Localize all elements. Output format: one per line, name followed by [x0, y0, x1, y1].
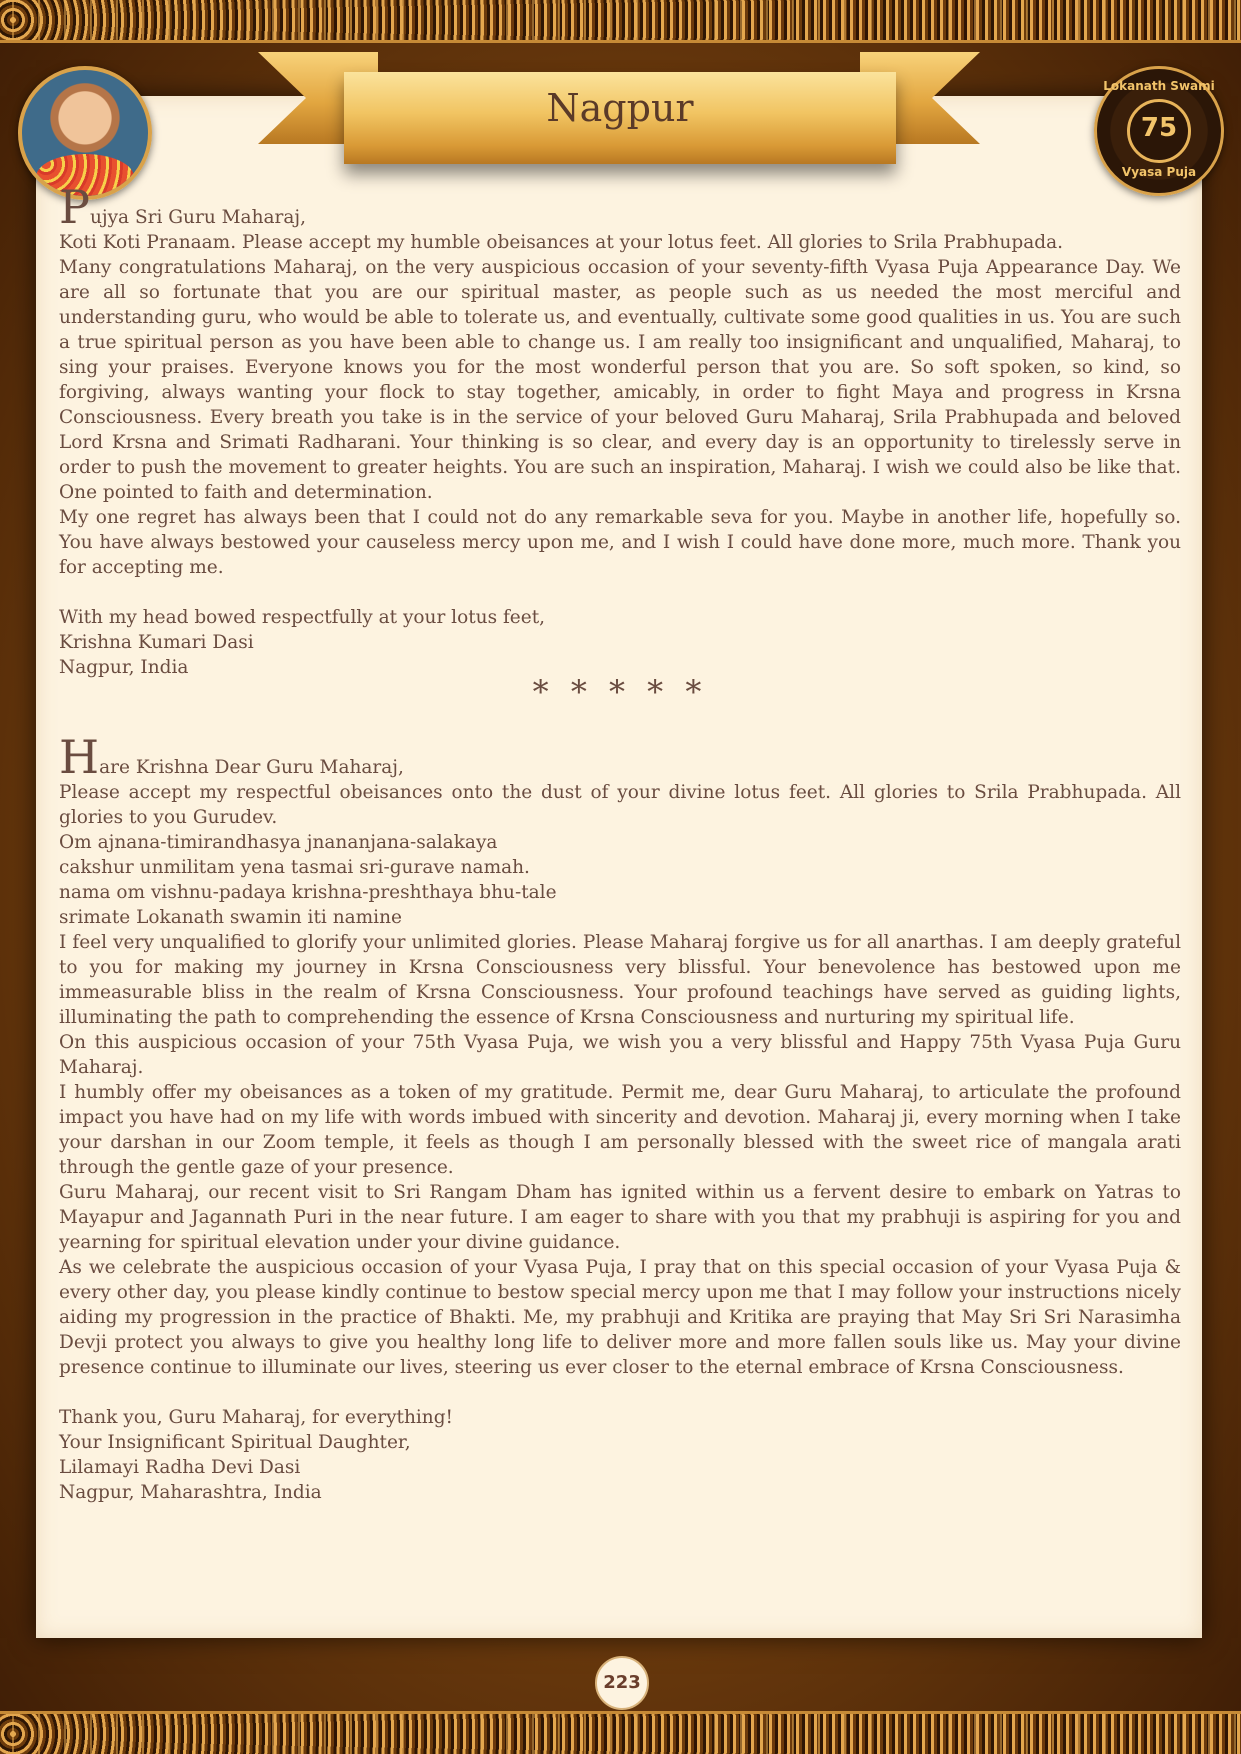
verse-line: cakshur unmilitam yena tasmai sri-gurave namah. [59, 857, 530, 878]
paragraph: I humbly offer my obeisances as a token of my gratitude. Permit me, dear Guru Maharaj, to articulate the profound impact you have had on my life with words imbued with sincerity and devotion. Maharaj ji, every morning when I take your darshan in our Zoom temple, it feels as though I am personally blessed with the sweet rice of mangala arati through the gentle gaze of your presence. [59, 1082, 1181, 1178]
page-title: Nagpur [546, 86, 694, 130]
closing-line: Thank you, Guru Maharaj, for everything! [59, 1407, 453, 1428]
drop-cap: H [59, 730, 100, 784]
signature-name: Krishna Kumari Dasi [59, 632, 254, 653]
decorative-border-top [0, 0, 1241, 43]
paragraph: Please accept my respectful obeisances onto the dust of your divine lotus feet. All glories to Srila Prabhupada. All glories to you Gurudev. [59, 782, 1181, 828]
anniversary-badge [1094, 66, 1224, 196]
paragraph: I feel very unqualified to glorify your unlimited glories. Please Maharaj forgive us for all anarthas. I am deeply grateful to you for making my journey in Krsna Consciousness very blissful. Your benevolence has bestowed upon me immeasurable bliss in the realm of Krsna Consciousness. Your profound teachings have served as guiding lights, illuminating the path to comprehending the essence of Krsna Consciousness and nurturing my spiritual life. [59, 932, 1181, 1028]
salutation: Hare Krishna Dear Guru Maharaj, [59, 730, 404, 784]
signature-name: Lilamayi Radha Devi Dasi [59, 1457, 301, 1478]
verse-line: srimate Lokanath swamin iti namine [59, 907, 402, 928]
paragraph: Guru Maharaj, our recent visit to Sri Rangam Dham has ignited within us a fervent desire to embark on Yatras to Mayapur and Jagannath Puri in the near future. I am eager to share with you that my prabhuji is aspiring for you and yearning for spiritual elevation under your divine guidance. [59, 1182, 1181, 1253]
paragraph: As we celebrate the auspicious occasion of your Vyasa Puja, I pray that on this special occasion of your Vyasa Puja & every other day, you please kindly continue to bestow special mercy upon me that I may follow your instructions nicely aiding my progression in the practice of Bhakti. Me, my prabhuji and Kritika are praying that May Sri Sri Narasimha Devji protect you always to give you healthy long life to deliver more and more fallen souls like us. May your divine presence continue to illuminate our lives, steering us ever closer to the eternal embrace of Krsna Consciousness. [59, 1257, 1181, 1378]
signature-location: Nagpur, Maharashtra, India [59, 1482, 322, 1503]
closing-line: Your Insignificant Spiritual Daughter, [59, 1432, 411, 1453]
salutation: Pujya Sri Guru Maharaj, [59, 180, 307, 234]
paragraph: Many congratulations Maharaj, on the very auspicious occasion of your seventy-fifth Vyasa Puja Appearance Day. We are all so fortunate that you are our spiritual master, as people such as us needed the most merciful and understanding guru, who would be able to tolerate us, and eventually, cultivate some good qualities in us. You are such a true spiritual person as you have been able to change us. I am really too insignificant and unqualified, Maharaj, to sing your praises. Everyone knows you for the most wonderful person that you are. So soft spoken, so kind, so forgiving, always wanting your flock to stay together, amicably, in order to fight Maya and progress in Krsna Consciousness. Every breath you take is in the service of your beloved Guru Maharaj, Srila Prabhupada and beloved Lord Krsna and Srimati Radharani. Your thinking is so clear, and every day is an opportunity to tirelessly serve in order to push the movement to greater heights. You are such an inspiration, Maharaj. I wish we could also be like that. One pointed to faith and determination. [59, 257, 1181, 503]
closing-line: With my head bowed respectfully at your lotus feet, [59, 607, 546, 628]
paragraph: Koti Koti Pranaam. Please accept my humble obeisances at your lotus feet. All glories to Srila Prabhupada. [59, 232, 1063, 253]
verse-line: Om ajnana-timirandhasya jnananjana-salakaya [59, 832, 498, 853]
badge-bottom-text: Vyasa Puja [1121, 165, 1197, 179]
badge-top-text: Lokanath Swami [1103, 79, 1215, 93]
paragraph: On this auspicious occasion of your 75th Vyasa Puja, we wish you a very blissful and Happy 75th Vyasa Puja Guru Maharaj. [59, 1032, 1181, 1078]
letter-two [59, 730, 1181, 1505]
decorative-border-bottom [0, 1711, 1241, 1754]
letter-one [59, 180, 1181, 740]
paragraph: My one regret has always been that I could not do any remarkable seva for you. Maybe in another life, hopefully so. You have always bestowed your causeless mercy upon me, and I wish I could have done more, much more. Thank you for accepting me. [59, 507, 1181, 578]
badge-number: 75 [1140, 113, 1178, 143]
separator-stars: * * * * * [532, 673, 708, 711]
verse-line: nama om vishnu-padaya krishna-preshthaya bhu-tale [59, 882, 557, 903]
signature-location: Nagpur, India [59, 657, 189, 678]
title-ribbon [344, 72, 896, 164]
drop-cap: P [59, 180, 90, 234]
page-number: 223 [595, 1656, 649, 1710]
